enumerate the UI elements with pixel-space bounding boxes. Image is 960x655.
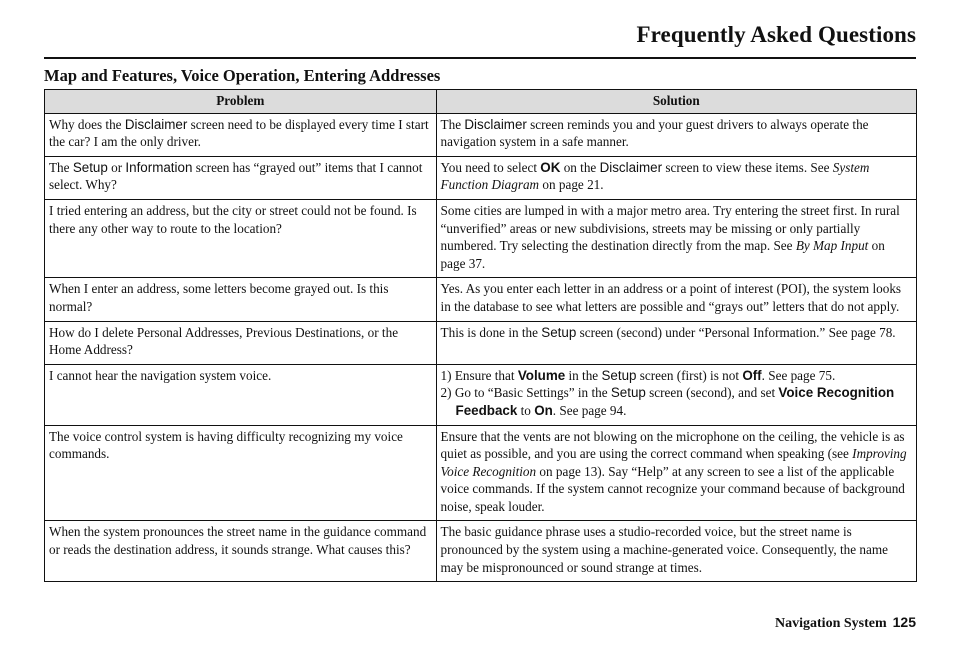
problem-cell	[45, 321, 437, 364]
problem-cell	[45, 278, 437, 321]
ui-term: OK	[540, 159, 561, 175]
problem-cell	[45, 425, 437, 521]
ui-term: Volume	[517, 367, 566, 383]
text-run: . See page 94.	[552, 402, 627, 418]
text-run: The	[440, 116, 465, 132]
page-number: 125	[892, 614, 916, 630]
text-run: screen (first) is not	[636, 367, 743, 383]
table-row	[45, 156, 917, 199]
column-header-problem: Problem	[45, 90, 437, 114]
problem-cell	[45, 364, 437, 425]
text-run: This is done in the	[440, 324, 542, 340]
text-run: on page 13). Say “Help” at any screen to see a list of the applicable voice commands. If the system cannot recognize your command because of background noise, speak louder.	[440, 463, 905, 514]
solution-paragraph	[441, 428, 912, 516]
table-row	[45, 425, 917, 521]
text-run: How do I delete Personal Addresses, Previous Destinations, or the Home Address?	[49, 324, 399, 358]
ui-term: Disclaimer	[599, 159, 663, 175]
solution-cell	[436, 199, 916, 277]
text-run: on the	[560, 159, 600, 175]
cross-reference: System Function Diagram	[440, 159, 870, 193]
table-row	[45, 199, 917, 277]
solution-cell	[436, 321, 916, 364]
text-run: screen (second), and set	[645, 385, 779, 401]
ui-term: On	[534, 402, 553, 418]
text-run: 1) Ensure that	[440, 367, 518, 383]
table-header-row	[45, 90, 917, 114]
solution-paragraph	[441, 324, 912, 342]
text-run: on page 21.	[539, 177, 604, 193]
problem-cell	[45, 156, 437, 199]
problem-cell	[45, 199, 437, 277]
text-run: Ensure that the vents are not blowing on the microphone on the ceiling, the vehicle is as quiet as possible, and you are using the correct command when speaking (see	[440, 428, 905, 462]
problem-cell	[45, 113, 437, 156]
text-run: The voice control system is having difficulty recognizing my voice commands.	[49, 428, 403, 462]
page-footer	[775, 614, 916, 632]
text-run: screen has “grayed out” items that I cannot select. Why?	[49, 159, 423, 193]
text-run: When I enter an address, some letters become grayed out. Is this normal?	[49, 281, 389, 314]
cross-reference: By Map Input	[795, 238, 869, 254]
ui-term: Off	[742, 367, 762, 383]
ui-term: Information	[125, 159, 193, 175]
ui-term: Setup	[72, 159, 108, 175]
solution-cell	[436, 156, 916, 199]
solution-paragraph	[441, 523, 912, 576]
text-run: or	[107, 159, 126, 175]
faq-table	[44, 89, 917, 582]
table-row	[45, 521, 917, 582]
text-run: . See page 75.	[761, 367, 836, 383]
header-divider	[44, 57, 916, 59]
text-run: in the	[565, 367, 602, 383]
cross-reference: Improving Voice Recognition	[440, 446, 907, 479]
table-row	[45, 364, 917, 425]
solution-paragraph	[441, 202, 912, 272]
table-row	[45, 321, 917, 364]
text-run: I tried entering an address, but the city or street could not be found. Is there any other way to route to the location?	[49, 202, 417, 236]
table-row	[45, 113, 917, 156]
text-run: screen reminds you and your guest drivers to always operate the navigation system in a safe manner.	[440, 116, 869, 150]
page-header-title: Frequently Asked Questions	[636, 22, 916, 47]
text-run: Why does the	[49, 116, 125, 132]
table-row	[45, 278, 917, 321]
solution-cell	[436, 521, 916, 582]
solution-paragraph	[441, 159, 912, 194]
solution-cell	[436, 278, 916, 321]
solution-paragraph	[441, 116, 912, 151]
solution-paragraph	[441, 280, 912, 315]
ui-term: Setup	[601, 367, 637, 383]
text-run: screen (second) under “Personal Information.” See page 78.	[576, 324, 896, 340]
ui-term: Voice Recognition Feedback	[455, 385, 895, 418]
text-run: The	[49, 159, 73, 175]
column-header-solution: Solution	[436, 90, 916, 114]
problem-cell	[45, 521, 437, 582]
text-run: Yes. As you enter each letter in an address or a point of interest (POI), the system looks in the database to see what letters are possible and “grays out” letters that do not apply.	[440, 281, 902, 314]
solution-step	[441, 384, 912, 419]
section-title: Map and Features, Voice Operation, Entering Addresses	[44, 66, 441, 85]
text-run: 2) Go to “Basic Settings” in the	[440, 385, 611, 401]
footer-label: Navigation System	[775, 616, 887, 631]
text-run: You need to select	[440, 159, 541, 175]
text-run: When the system pronounces the street name in the guidance command or reads the destination address, it sounds strange. What causes this?	[49, 524, 427, 558]
solution-cell	[436, 425, 916, 521]
text-run: Some cities are lumped in with a major metro area. Try entering the street first. In rural “unverified” areas or new subdivisions, streets may be missing or only partially numbered. Try selecting the destination directly from the map. See	[440, 202, 900, 254]
ui-term: Setup	[610, 385, 646, 401]
text-run: to	[517, 402, 535, 418]
solution-cell	[436, 113, 916, 156]
ui-term: Disclaimer	[124, 116, 188, 132]
text-run: The basic guidance phrase uses a studio-recorded voice, but the street name is pronounced by the system using a machine-generated voice. Consequently, the name may be mispronounced or sound strange at times.	[440, 524, 888, 575]
solution-cell	[436, 364, 916, 425]
text-run: screen need to be displayed every time I start the car? I am the only driver.	[49, 116, 429, 150]
text-run: screen to view these items. See	[662, 159, 833, 175]
text-run: I cannot hear the navigation system voice.	[49, 367, 272, 383]
faq-table-body	[45, 113, 917, 582]
ui-term: Setup	[541, 324, 577, 340]
text-run: on page 37.	[440, 238, 885, 271]
ui-term: Disclaimer	[464, 116, 527, 132]
solution-step	[441, 367, 912, 385]
